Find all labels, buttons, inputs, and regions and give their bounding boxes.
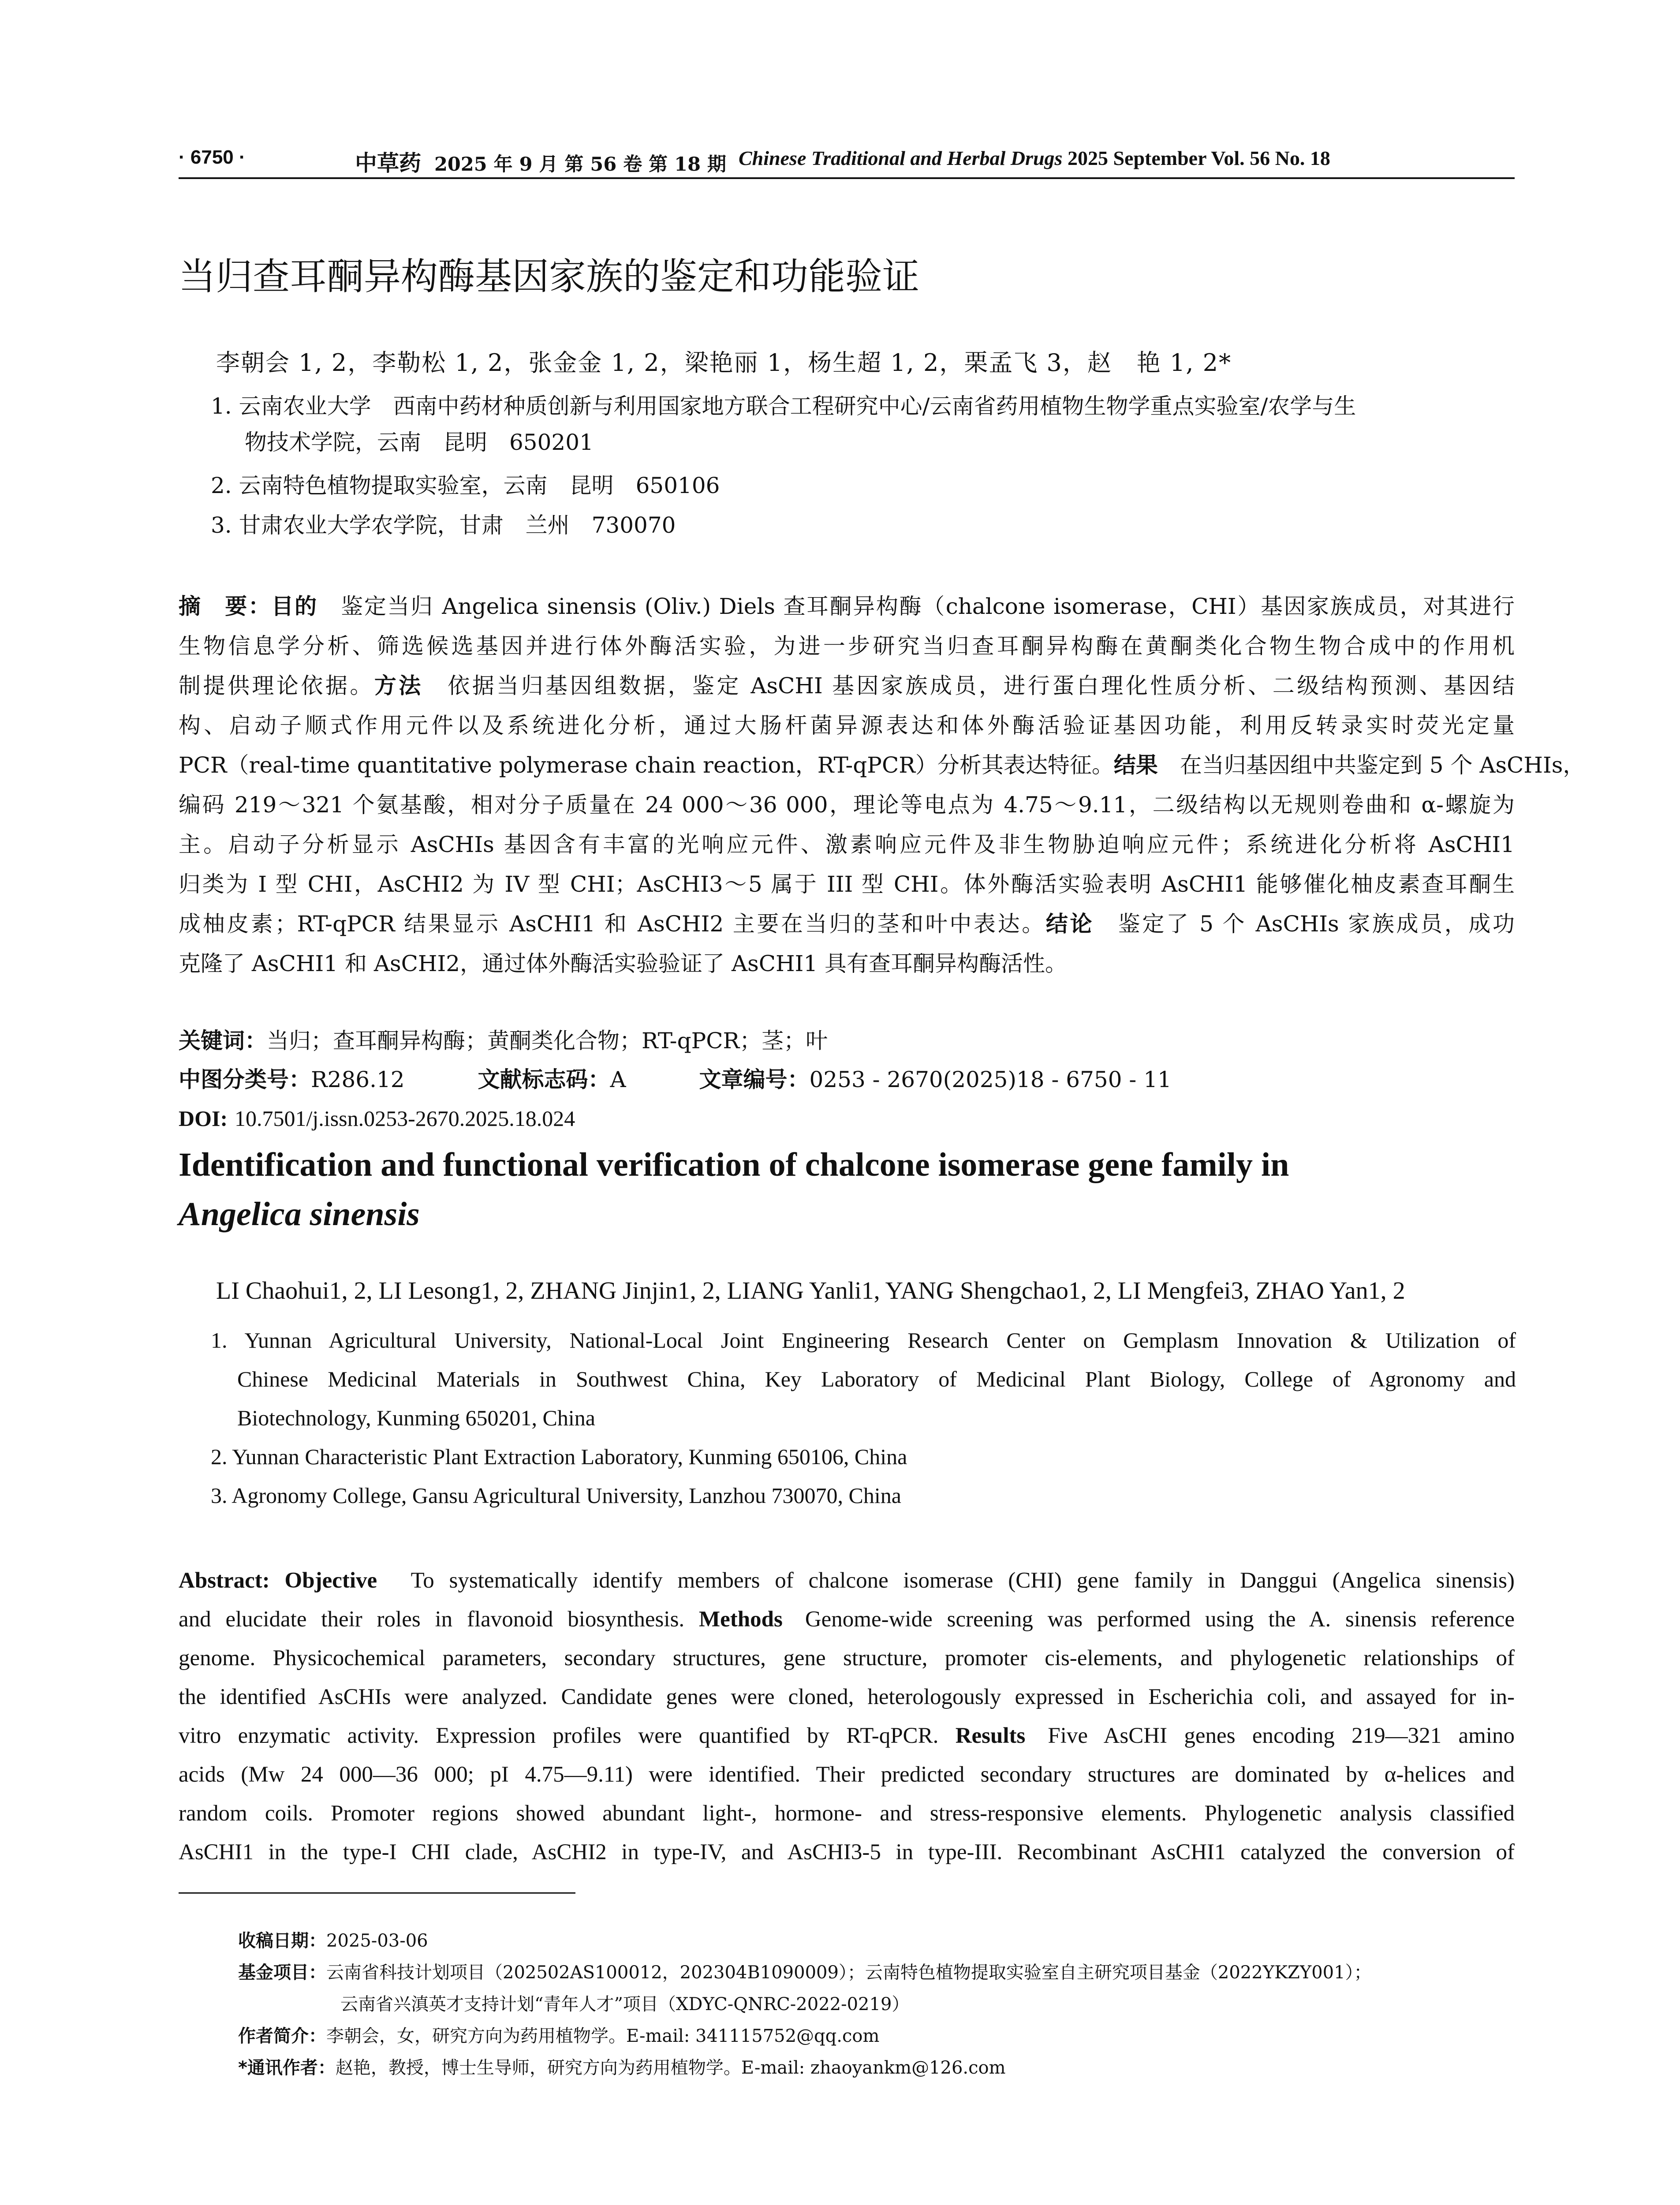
abstract-en-text: vitro enzymatic activity. Expression profiles were quantified by RT-qPCR. (179, 1723, 939, 1748)
article-number-label: 文章编号： (699, 1067, 810, 1092)
fund-info (238, 1957, 1372, 1988)
clc-value: R286.12 (311, 1067, 405, 1092)
title-en-line2: Angelica sinensis (179, 1196, 420, 1233)
doc-code-label: 文献标志码： (478, 1067, 610, 1092)
abstract-cn-line: 生物信息学分析、筛选候选基因并进行体外酶活实验，为进一步研究当归查耳酮异构酶在黄酮类化合物生物合成中的作用机 (179, 633, 1515, 659)
keywords-value: 当归；查耳酮异构酶；黄酮类化合物；RT-qPCR；茎；叶 (267, 1028, 828, 1054)
corr-value: 赵艳，教授，博士生导师，研究方向为药用植物学。E-mail: zhaoyankm@126.com (335, 2058, 1006, 2078)
abstract-en-text: Five AsCHI genes encoding 219—321 amino (1048, 1723, 1515, 1748)
doi-label: DOI: (179, 1106, 228, 1131)
objective-label: 目的 (271, 594, 318, 619)
abstract-en-line (179, 1600, 1515, 1639)
footnotes (238, 1925, 1372, 2084)
abstract-text: 鉴定了 5 个 AsCHIs 家族成员，成功 (1094, 911, 1515, 937)
page-number: · 6750 · (179, 146, 246, 168)
abstract-en-text: and elucidate their roles in flavonoid biosynthesis. (179, 1607, 685, 1632)
corr-label: *通讯作者： (238, 2058, 336, 2078)
author-bio-label: 作者简介： (238, 2026, 326, 2046)
results-label: Results (955, 1723, 1026, 1748)
abstract-cn-line (179, 745, 1585, 785)
abstract-en-text: To systematically identify members of chalcone isomerase (CHI) gene family in Danggui (Angelica sinensis) (411, 1568, 1515, 1593)
abstract-text: 制提供理论依据。 (179, 673, 374, 699)
affiliation-cn-3: 3. 甘肃农业大学农学院，甘肃 兰州 730070 (211, 512, 676, 538)
authors-cn: 李朝会 1, 2，李勒松 1, 2，张金金 1, 2，梁艳丽 1，杨生超 1, 2，栗孟飞 3，赵 艳 1, 2* (216, 349, 1232, 377)
abstract-en-label: Abstract: Objective (179, 1568, 377, 1593)
keywords-cn (179, 1021, 1172, 1060)
running-header (179, 142, 1515, 177)
author-bio (238, 2020, 1372, 2052)
abstract-cn (179, 587, 1585, 983)
issue-en: 2025 September Vol. 56 No. 18 (1067, 147, 1330, 169)
title-en-line1: Identification and functional verification of chalcone isomerase gene family in (179, 1146, 1289, 1183)
fund-line1: 云南省科技计划项目（202502AS100012，202304B1090009）；云南特色植物提取实验室自主研究项目基金（2022YKZY001）； (326, 1962, 1372, 1983)
title-cn: 当归查耳酮异构酶基因家族的鉴定和功能验证 (179, 255, 920, 298)
authors-en-text: LI Chaohui1, 2, LI Lesong1, 2, ZHANG Jinjin1, 2, LIANG Yanli1, YANG Shengchao1, 2, LI Mengfei3, ZHAO Yan1, 2 (216, 1277, 1405, 1304)
fund-label: 基金项目： (238, 1962, 326, 1983)
journal-name-en: Chinese Traditional and Herbal Drugs (739, 147, 1063, 169)
doi-row (179, 1099, 1172, 1138)
journal-cn (355, 146, 726, 177)
doi-value[interactable]: 10.7501/j.issn.0253-2670.2025.18.024 (235, 1106, 575, 1131)
abstract-cn-line: 主。启动子分析显示 AsCHIs 基因含有丰富的光响应元件、激素响应元件及非生物胁迫响应元件；系统进化分析将 AsCHI1 (179, 832, 1515, 857)
result-label: 结果 (1113, 752, 1158, 778)
footnote-rule (179, 1892, 575, 1894)
abstract-text: 鉴定当归 Angelica sinensis (Oliv.) Diels 查耳酮异构酶（chalcone isomerase，CHI）基因家族成员，对其进行 (317, 594, 1515, 619)
abstract-text: 在当归基因组中共鉴定到 5 个 AsCHIs， (1157, 752, 1585, 778)
affiliation-en-3: 3. Agronomy College, Gansu Agricultural University, Lanzhou 730070, China (211, 1483, 901, 1508)
abstract-en-line: AsCHI1 in the type-I CHI clade, AsCHI2 in type-IV, and AsCHI3-5 in type-III. Recombinant AsCHI1 catalyzed the conversion of (179, 1840, 1515, 1865)
abstract-en-line (179, 1716, 1515, 1755)
abstract-text: 依据当归基因组数据，鉴定 AsCHI 基因家族成员，进行蛋白理化性质分析、二级结构预测、基因结 (423, 673, 1515, 699)
article-meta (179, 1021, 1172, 1138)
abstract-en (179, 1561, 1515, 1872)
abstract-en-text: Genome-wide screening was performed using the A. sinensis reference (805, 1607, 1515, 1632)
corresponding-author (238, 2052, 1372, 2084)
abstract-text: PCR（real-time quantitative polymerase chain reaction，RT-qPCR）分析其表达特征。 (179, 752, 1114, 778)
keywords-label: 关键词： (179, 1028, 267, 1054)
abstract-en-line: the identified AsCHIs were analyzed. Candidate genes were cloned, heterologously expressed in Escherichia coli, and assayed for in- (179, 1685, 1515, 1709)
conclusion-label: 结论 (1045, 911, 1094, 937)
abstract-cn-line: 编码 219～321 个氨基酸，相对分子质量在 24 000～36 000，理论等电点为 4.75～9.11，二级结构以无规则卷曲和 α-螺旋为 (179, 792, 1515, 818)
received-date (238, 1925, 1372, 1957)
affiliation-cn-2: 2. 云南特色植物提取实验室，云南 昆明 650106 (211, 473, 720, 498)
abstract-cn-line: 克隆了 AsCHI1 和 AsCHI2，通过体外酶活实验验证了 AsCHI1 具有查耳酮异构酶活性。 (179, 951, 1068, 976)
header-rule (179, 177, 1515, 179)
abstract-cn-line (179, 587, 1515, 626)
abstract-cn-line (179, 666, 1515, 706)
affiliation-cn-1-cont: 物技术学院，云南 昆明 650201 (245, 430, 594, 455)
fund-info-cont: 云南省兴滇英才支持计划“青年人才”项目（XDYC-QNRC-2022-0219） (340, 1994, 910, 2014)
abstract-en-line (179, 1561, 1515, 1600)
received-label: 收稿日期： (238, 1931, 326, 1951)
clc-label: 中图分类号： (179, 1067, 311, 1092)
methods-label: Methods (698, 1607, 783, 1632)
affiliation-en-1-cont: Chinese Medicinal Materials in Southwest China, Key Laboratory of Medicinal Plant Biology, College of Agronomy and (237, 1367, 1516, 1391)
affiliation-en-1: 1. Yunnan Agricultural University, National-Local Joint Engineering Research Center on Gemplasm Innovation & Utilization of (211, 1328, 1516, 1353)
authors-en (216, 1277, 1405, 1305)
abstract-label: 摘 要： (179, 594, 272, 619)
abstract-cn-line: 归类为 I 型 CHI，AsCHI2 为 IV 型 CHI；AsCHI3～5 属于 III 型 CHI。体外酶活实验表明 AsCHI1 能够催化柚皮素查耳酮生 (179, 871, 1515, 897)
abstract-cn-line: 构、启动子顺式作用元件以及系统进化分析，通过大肠杆菌异源表达和体外酶活验证基因功能，利用反转录实时荧光定量 (179, 713, 1515, 738)
method-label: 方法 (374, 673, 423, 699)
author-bio-value: 李朝会，女，研究方向为药用植物学。E-mail: 341115752@qq.com (326, 2026, 880, 2046)
abstract-text: 成柚皮素；RT-qPCR 结果显示 AsCHI1 和 AsCHI2 主要在当归的茎和叶中表达。 (179, 911, 1046, 937)
received-value: 2025-03-06 (326, 1931, 428, 1951)
abstract-en-line: genome. Physicochemical parameters, secondary structures, gene structure, promoter cis-elements, and phylogenetic relationships of (179, 1646, 1515, 1671)
affiliation-en-2: 2. Yunnan Characteristic Plant Extraction Laboratory, Kunming 650106, China (211, 1444, 907, 1469)
affiliation-cn-1: 1. 云南农业大学 西南中药材种质创新与利用国家地方联合工程研究中心/云南省药用植物生物学重点实验室/农学与生 (211, 393, 1356, 419)
article-number-value: 0253 - 2670(2025)18 - 6750 - 11 (809, 1067, 1172, 1092)
classification-row (179, 1060, 1172, 1099)
abstract-cn-line (179, 904, 1515, 944)
title-en (179, 1140, 1515, 1239)
doc-code-value: A (610, 1067, 626, 1092)
affiliation-en-1-cont2: Biotechnology, Kunming 650201, China (237, 1405, 595, 1430)
issue-cn: 2025 年 9 月 第 56 卷 第 18 期 (434, 153, 726, 176)
journal-en (739, 146, 1330, 170)
abstract-en-line: acids (Mw 24 000—36 000; pI 4.75—9.11) were identified. Their predicted secondary structures are dominated by α-helices and (179, 1762, 1515, 1787)
affiliations-en (211, 1321, 1516, 1515)
abstract-en-line: random coils. Promoter regions showed abundant light-, hormone- and stress-responsive elements. Phylogenetic analysis classified (179, 1801, 1515, 1826)
journal-name-cn: 中草药 (355, 150, 421, 176)
